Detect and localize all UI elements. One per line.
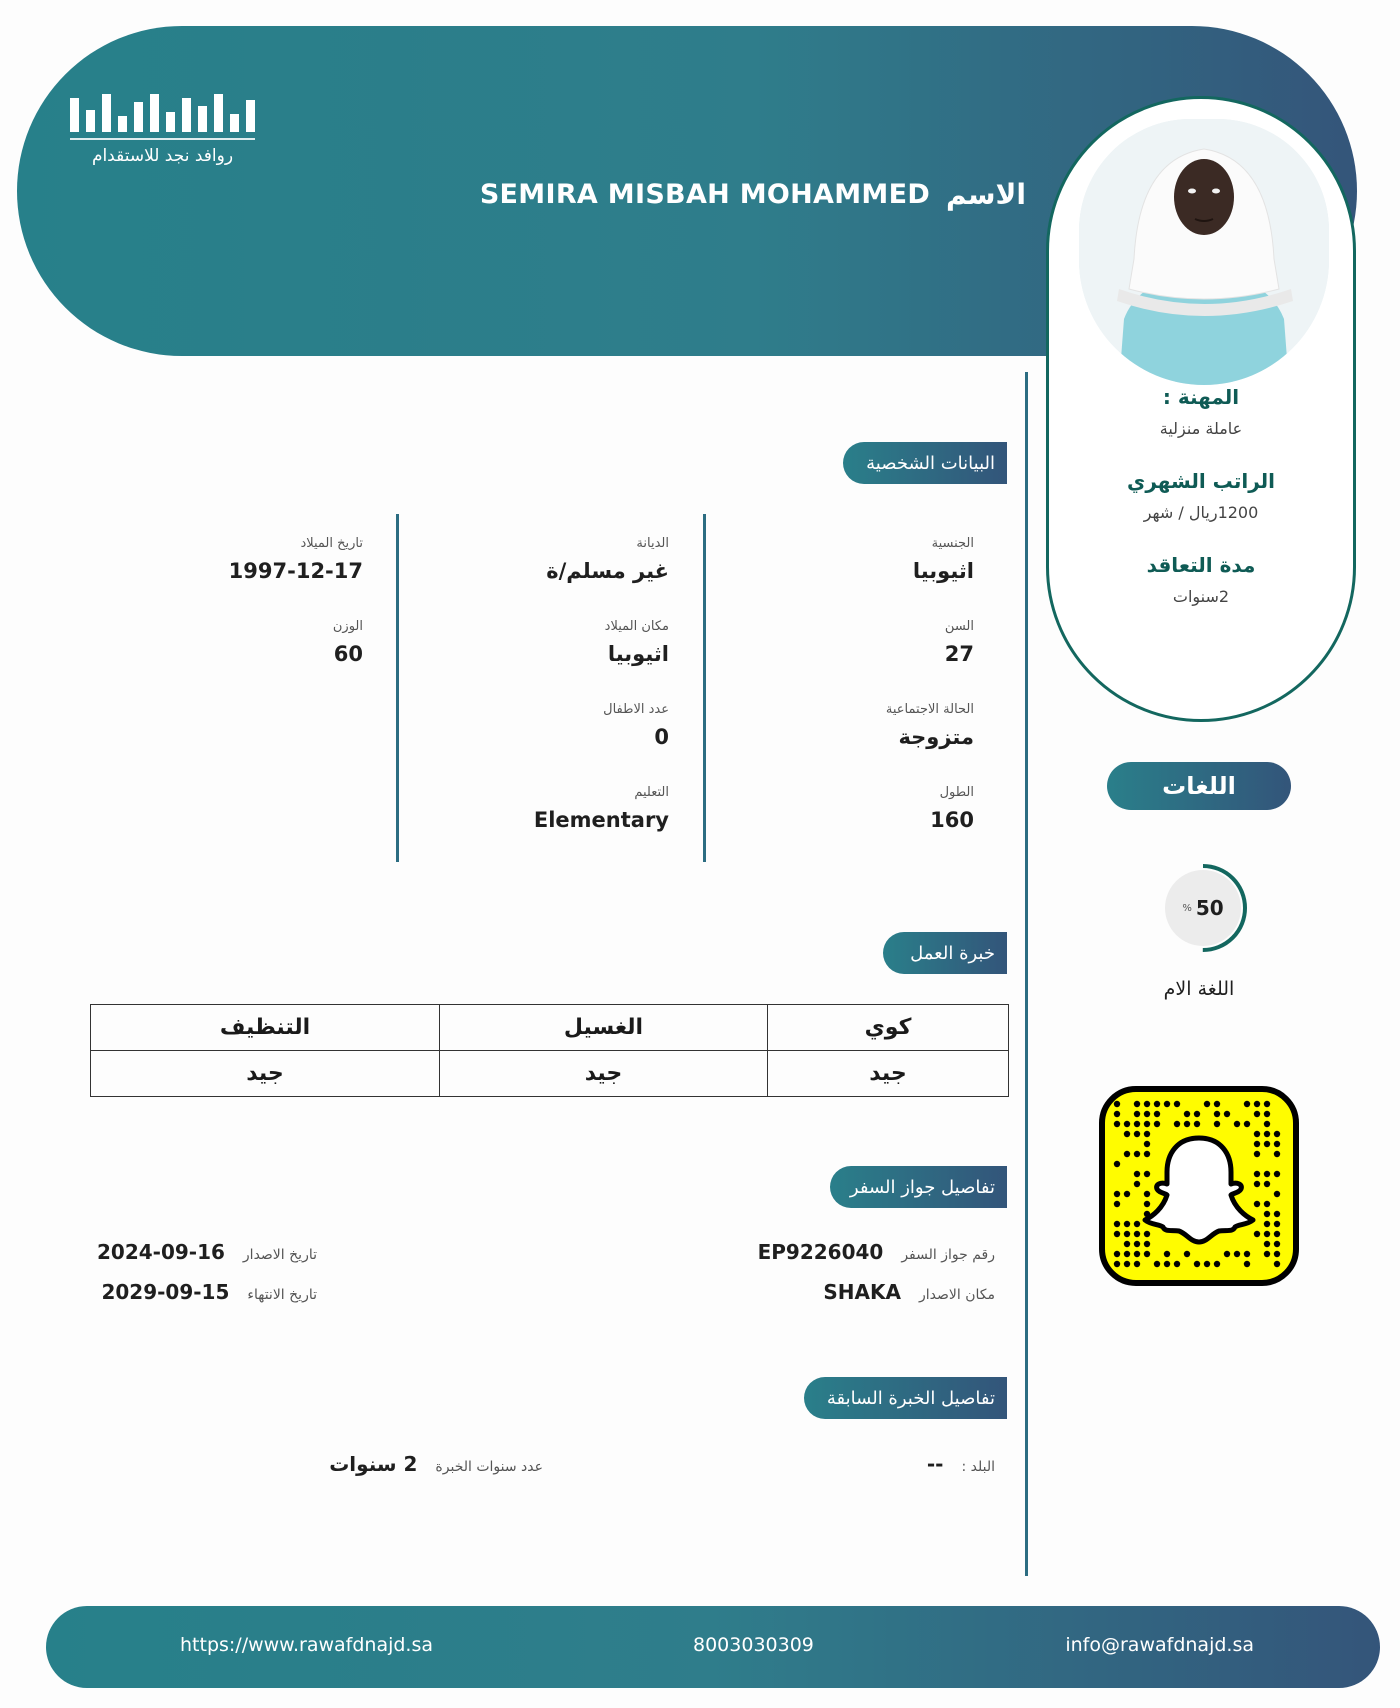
snapcode-dot <box>1124 1221 1130 1227</box>
snapcode-dot <box>1114 1111 1120 1117</box>
snapcode-dot <box>1144 1201 1150 1207</box>
snapcode-dot <box>1264 1211 1270 1217</box>
snapcode-dot <box>1124 1231 1130 1237</box>
field-value: 1997-12-17 <box>228 559 363 583</box>
snapcode-dot <box>1214 1121 1220 1127</box>
snapcode-dot <box>1254 1181 1260 1187</box>
name-label: الاسم <box>946 178 1026 211</box>
field-value: غير مسلم/ة <box>546 559 669 583</box>
snapcode-dot <box>1134 1261 1140 1267</box>
snapcode-dot <box>1244 1121 1250 1127</box>
snapcode-dot <box>1274 1151 1280 1157</box>
snapcode-dot <box>1274 1251 1280 1257</box>
snapcode-dot <box>1164 1251 1170 1257</box>
snapcode-dot <box>1134 1151 1140 1157</box>
snapcode-dot <box>1154 1111 1160 1117</box>
snapcode-dot <box>1234 1251 1240 1257</box>
snapcode-dot <box>1114 1231 1120 1237</box>
section-personal-info <box>843 442 1007 484</box>
snapcode-dot <box>1144 1101 1150 1107</box>
field-label: الديانة <box>636 536 669 551</box>
snapcode-dot <box>1114 1161 1120 1167</box>
snapcode-dot <box>1244 1101 1250 1107</box>
snapcode-dot <box>1124 1151 1130 1157</box>
snapcode-dot <box>1184 1111 1190 1117</box>
logo-tagline: روافد نجد للاستقدام <box>91 146 234 166</box>
snapcode-icon <box>1099 1086 1299 1286</box>
snapcode-dot <box>1234 1121 1240 1127</box>
snapcode-dot <box>1254 1111 1260 1117</box>
passport-number-label: رقم جواز السفر <box>901 1247 995 1263</box>
snapcode-dot <box>1134 1241 1140 1247</box>
snapcode-dot <box>1254 1141 1260 1147</box>
snapcode-dot <box>1254 1101 1260 1107</box>
company-logo <box>70 90 255 166</box>
snapcode-dot <box>1114 1221 1120 1227</box>
field-label: السن <box>944 619 974 634</box>
snapcode-dot <box>1264 1131 1270 1137</box>
column-divider <box>703 514 706 862</box>
snapcode-dot <box>1114 1251 1120 1257</box>
field-label: الجنسية <box>931 536 974 551</box>
snapcode-dot <box>1114 1261 1120 1267</box>
snapcode-dot <box>1134 1121 1140 1127</box>
snapcode-dot <box>1134 1251 1140 1257</box>
field-label: تاريخ الميلاد <box>300 536 363 551</box>
snapcode-dot <box>1264 1241 1270 1247</box>
field-value: Elementary <box>533 808 669 832</box>
snapcode-dot <box>1174 1101 1180 1107</box>
languages-title: اللغات <box>1107 762 1291 810</box>
snapcode-dot <box>1194 1121 1200 1127</box>
snapcode-dot <box>1254 1201 1260 1207</box>
field-label: مكان الميلاد <box>604 619 669 634</box>
previous-country-label: البلد : <box>961 1459 995 1475</box>
passport-issue-place-label: مكان الاصدار <box>919 1287 995 1303</box>
field-label: الحالة الاجتماعية <box>885 702 974 717</box>
snapcode-dot <box>1204 1261 1210 1267</box>
table-row <box>91 1051 1009 1097</box>
snapcode-dot <box>1154 1261 1160 1267</box>
skill-header: كوي <box>768 1005 1009 1051</box>
skill-rating: جيد <box>91 1051 440 1097</box>
snapcode-dot <box>1144 1171 1150 1177</box>
snapcode-dot <box>1124 1191 1130 1197</box>
salary-label: الراتب الشهري <box>1127 469 1275 493</box>
passport-expiry: 2029-09-15 <box>101 1280 230 1304</box>
snapcode-dot <box>1264 1221 1270 1227</box>
snapcode-dot <box>1264 1231 1270 1237</box>
snapcode-dot <box>1134 1171 1140 1177</box>
field-value: اثيوبيا <box>607 642 669 666</box>
previous-years-row <box>300 1452 543 1476</box>
field-value: متزوجة <box>898 725 974 749</box>
salary-value: 1200ريال / شهر <box>1143 503 1259 522</box>
profile-card <box>1046 96 1356 722</box>
snapchat-qr-code[interactable] <box>1099 1086 1299 1286</box>
snapcode-dot <box>1194 1261 1200 1267</box>
skills-table <box>90 1004 1009 1097</box>
column-divider <box>396 514 399 862</box>
passport-number: EP9226040 <box>757 1240 884 1264</box>
field-religion <box>449 536 669 583</box>
snapcode-dot <box>1214 1261 1220 1267</box>
snapcode-dot <box>1194 1111 1200 1117</box>
section-previous-experience-label: تفاصيل الخبرة السابقة <box>826 1387 995 1409</box>
profession-value: عاملة منزلية <box>1159 419 1243 438</box>
skill-rating: جيد <box>768 1051 1009 1097</box>
snapcode-dot <box>1164 1101 1170 1107</box>
snapcode-dot <box>1124 1261 1130 1267</box>
previous-country: -- <box>926 1452 944 1476</box>
language-name: اللغة الام <box>1163 978 1235 1000</box>
language-percent <box>1157 862 1249 954</box>
field-nationality <box>754 536 974 583</box>
profession-block <box>1049 385 1353 438</box>
snapcode-dot <box>1204 1101 1210 1107</box>
profession-label: المهنة : <box>1162 385 1240 409</box>
snapcode-dot <box>1134 1131 1140 1137</box>
field-label: الطول <box>939 785 974 800</box>
snapcode-dot <box>1274 1211 1280 1217</box>
section-passport-details-label: تفاصيل جواز السفر <box>849 1176 995 1198</box>
footer-email-link[interactable]: info@rawafdnajd.sa <box>1065 1634 1254 1656</box>
snapcode-dot <box>1174 1261 1180 1267</box>
snapcode-dot <box>1254 1151 1260 1157</box>
snapcode-dot <box>1264 1251 1270 1257</box>
field-value: 27 <box>944 642 974 666</box>
snapcode-dot <box>1264 1171 1270 1177</box>
field-birthplace <box>449 619 669 666</box>
snapcode-dot <box>1124 1121 1130 1127</box>
snapcode-dot <box>1144 1241 1150 1247</box>
snapcode-dot <box>1144 1131 1150 1137</box>
snapcode-dot <box>1264 1141 1270 1147</box>
snapcode-dot <box>1274 1141 1280 1147</box>
snapcode-dot <box>1254 1131 1260 1137</box>
snapcode-dot <box>1264 1101 1270 1107</box>
section-work-experience <box>883 932 1007 974</box>
field-label: عدد الاطفال <box>603 702 669 717</box>
snapcode-dot <box>1274 1231 1280 1237</box>
percent-sign: % <box>1182 902 1192 914</box>
snapcode-dot <box>1144 1191 1150 1197</box>
previous-country-row <box>700 1452 995 1476</box>
passport-expiry-label: تاريخ الانتهاء <box>247 1287 317 1303</box>
snapcode-dot <box>1264 1181 1270 1187</box>
snapcode-dot <box>1154 1121 1160 1127</box>
snapcode-dot <box>1114 1201 1120 1207</box>
contract-block <box>1049 553 1353 606</box>
snapcode-dot <box>1264 1111 1270 1117</box>
candidate-name: SEMIRA MISBAH MOHAMMED <box>479 179 931 210</box>
snapcode-dot <box>1254 1171 1260 1177</box>
field-label: التعليم <box>634 785 669 800</box>
field-value: 0 <box>654 725 669 749</box>
snapcode-dot <box>1144 1111 1150 1117</box>
snapcode-dot <box>1144 1121 1150 1127</box>
passport-issue-date: 2024-09-16 <box>96 1240 225 1264</box>
snapcode-dot <box>1214 1111 1220 1117</box>
snapcode-dot <box>1134 1111 1140 1117</box>
snapcode-dot <box>1164 1261 1170 1267</box>
snapcode-dot <box>1274 1171 1280 1177</box>
skill-rating: جيد <box>440 1051 768 1097</box>
field-children <box>449 702 669 749</box>
snapcode-dot <box>1144 1251 1150 1257</box>
passport-issue-place: SHAKA <box>823 1280 901 1304</box>
snapcode-dot <box>1144 1141 1150 1147</box>
snapcode-dot <box>1134 1101 1140 1107</box>
passport-issue-date-label: تاريخ الاصدار <box>242 1247 317 1263</box>
footer-bar <box>46 1606 1380 1688</box>
snapcode-dot <box>1274 1241 1280 1247</box>
skill-header: الغسيل <box>440 1005 768 1051</box>
candidate-photo <box>1079 119 1329 385</box>
passport-issue-place-row <box>620 1280 995 1304</box>
snapcode-dot <box>1224 1111 1230 1117</box>
snapcode-dot <box>1124 1251 1130 1257</box>
snapcode-dot <box>1214 1101 1220 1107</box>
contract-label: مدة التعاقد <box>1146 553 1256 577</box>
percent-value: 50 <box>1195 896 1224 920</box>
snapcode-dot <box>1244 1251 1250 1257</box>
snapcode-dot <box>1134 1181 1140 1187</box>
snapcode-dot <box>1124 1131 1130 1137</box>
passport-number-row <box>620 1240 995 1264</box>
snapcode-dot <box>1134 1231 1140 1237</box>
section-previous-experience <box>804 1377 1007 1419</box>
previous-years: 2 سنوات <box>329 1452 418 1476</box>
snapcode-dot <box>1244 1261 1250 1267</box>
snapcode-dot <box>1134 1221 1140 1227</box>
previous-years-label: عدد سنوات الخبرة <box>435 1459 543 1475</box>
field-height <box>754 785 974 832</box>
field-education <box>449 785 669 832</box>
skill-header: التنظيف <box>91 1005 440 1051</box>
field-value: اثيوبيا <box>912 559 974 583</box>
snapcode-dot <box>1144 1151 1150 1157</box>
section-personal-info-label: البيانات الشخصية <box>866 452 995 474</box>
section-passport-details <box>830 1166 1007 1208</box>
footer-phone[interactable]: 8003030309 <box>693 1634 814 1656</box>
snapcode-dot <box>1114 1121 1120 1127</box>
field-date-of-birth <box>143 536 363 583</box>
field-marital-status <box>754 702 974 749</box>
salary-block <box>1049 469 1353 522</box>
contract-value: 2سنوات <box>1172 587 1230 606</box>
snapcode-dot <box>1274 1131 1280 1137</box>
field-value: 160 <box>930 808 974 832</box>
field-label: الوزن <box>332 619 363 634</box>
candidate-name-line <box>470 178 1026 211</box>
snapcode-dot <box>1264 1201 1270 1207</box>
snapcode-dot <box>1124 1241 1130 1247</box>
snapcode-dot <box>1154 1101 1160 1107</box>
snapcode-dot <box>1274 1261 1280 1267</box>
snapcode-dot <box>1274 1221 1280 1227</box>
snapcode-dot <box>1114 1191 1120 1197</box>
snapcode-dot <box>1184 1121 1190 1127</box>
candidate-photo-illustration <box>1079 119 1329 385</box>
logo-mark <box>70 90 255 140</box>
snapcode-dot <box>1184 1251 1190 1257</box>
field-age <box>754 619 974 666</box>
snapcode-dot <box>1264 1121 1270 1127</box>
snapcode-dot <box>1224 1251 1230 1257</box>
field-value: 60 <box>333 642 363 666</box>
snapcode-dot <box>1174 1121 1180 1127</box>
section-work-experience-label: خبرة العمل <box>910 942 995 964</box>
snapcode-dot <box>1254 1231 1260 1237</box>
timeline-rule <box>1025 372 1028 1576</box>
passport-expiry-row <box>90 1280 317 1304</box>
passport-issue-date-row <box>90 1240 317 1264</box>
footer-website-link[interactable]: https://www.rawafdnajd.sa <box>180 1634 434 1656</box>
table-row <box>91 1005 1009 1051</box>
field-weight <box>143 619 363 666</box>
snapcode-dot <box>1114 1101 1120 1107</box>
snapcode-dot <box>1274 1191 1280 1197</box>
snapcode-dot <box>1144 1231 1150 1237</box>
